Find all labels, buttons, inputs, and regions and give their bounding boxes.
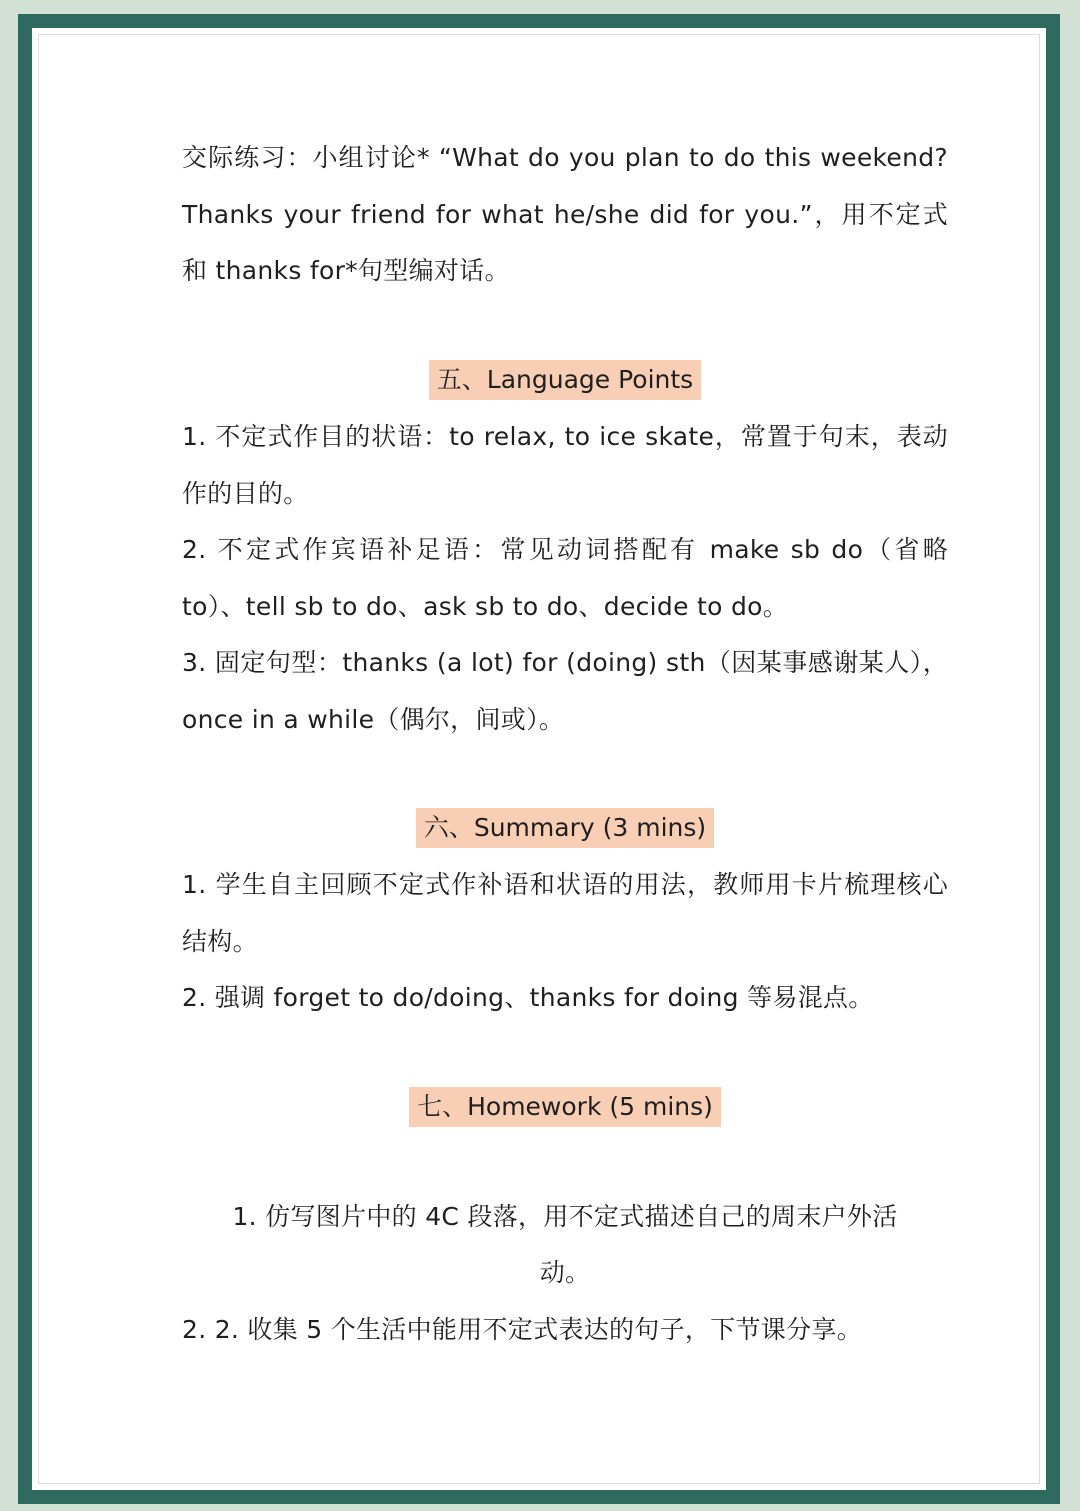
language-point-1: 1. 不定式作目的状语：to relax, to ice skate，常置于句末，表动作的目的。 xyxy=(182,422,948,508)
intro-paragraph: 交际练习：小组讨论* “What do you plan to do this weekend? Thanks your friend for what he/she did for you.”，用不定式和 thanks for*句型编对话。 xyxy=(182,143,957,285)
section-heading-language-points: 五、Language Points xyxy=(429,360,701,400)
language-point-3: 3. 固定句型：thanks (a lot) for (doing) sth（因某事感谢某人），once in a while（偶尔，间或）。 xyxy=(182,648,948,734)
section-heading-summary: 六、Summary (3 mins) xyxy=(416,808,714,848)
homework-item-2: 2. 2. 收集 5 个生活中能用不定式表达的句子，下节课分享。 xyxy=(182,1315,862,1344)
section-heading-homework-wrap xyxy=(182,1087,948,1127)
document-page xyxy=(18,14,1060,1504)
section-heading-summary-wrap xyxy=(182,808,948,848)
language-point-2: 2. 不定式作宾语补足语：常见动词搭配有 make sb do（省略 to）、tell sb to do、ask sb to do、decide to do。 xyxy=(182,535,957,621)
homework-item-1-continued: 动。 xyxy=(539,1258,591,1287)
summary-item-1: 1. 学生自主回顾不定式作补语和状语的用法，教师用卡片梳理核心结构。 xyxy=(182,870,948,956)
section-heading-homework: 七、Homework (5 mins) xyxy=(409,1087,721,1127)
summary-item-2: 2. 强调 forget to do/doing、thanks for doing 等易混点。 xyxy=(182,983,874,1012)
homework-item-1: 1. 仿写图片中的 4C 段落，用不定式描述自己的周末户外活 xyxy=(232,1202,898,1231)
section-heading-language-points-wrap xyxy=(182,360,948,400)
